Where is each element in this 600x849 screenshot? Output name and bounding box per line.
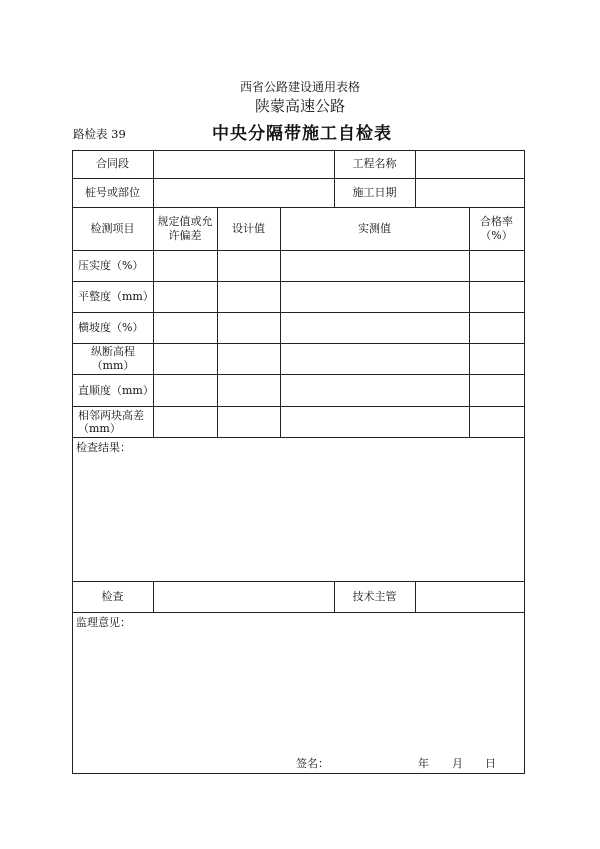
row-label-elevation: 纵断高程（mm）	[91, 344, 135, 372]
inspector-field[interactable]	[153, 581, 334, 612]
construction-date-label: 施工日期	[352, 185, 397, 199]
project-name-label: 工程名称	[352, 157, 397, 170]
row-label-compaction: 压实度（%）	[78, 259, 144, 272]
contract-section-field[interactable]	[153, 150, 334, 178]
signature-day: 日	[485, 757, 496, 770]
column-header-item: 检测项目	[90, 221, 135, 235]
supervisor-opinion-field[interactable]	[74, 631, 522, 751]
project-name-field[interactable]	[415, 150, 524, 178]
contract-section-label: 合同段	[96, 157, 129, 170]
construction-date-field[interactable]	[415, 178, 524, 207]
column-header-tolerance: 规定值或允许偏差	[157, 214, 213, 242]
supervisor-opinion-label: 监理意见：	[76, 616, 131, 629]
station-field[interactable]	[153, 178, 334, 207]
column-header-pass-rate: 合格率（%）	[480, 214, 513, 242]
signature-month: 月	[452, 757, 463, 770]
inspector-label: 检查	[101, 589, 124, 603]
project-title: 陕蒙高速公路	[254, 97, 345, 115]
page-title: 中央分隔带施工自检表	[212, 124, 392, 144]
form-series-title: 西省公路建设通用表格	[239, 80, 360, 94]
signature-year: 年	[418, 757, 429, 770]
row-label-straightness: 直顺度（mm）	[78, 383, 154, 397]
check-result-field[interactable]	[74, 456, 522, 578]
column-header-design: 设计值	[232, 221, 265, 235]
station-label: 桩号或部位	[85, 185, 140, 199]
technical-head-label: 技术主管	[352, 589, 397, 603]
column-header-measured: 实测值	[358, 221, 391, 235]
row-label-flatness: 平整度（mm）	[78, 290, 154, 303]
signature-label: 签名：	[296, 757, 329, 770]
row-label-cross-slope: 横坡度（%）	[78, 321, 144, 334]
check-result-label: 检查结果：	[76, 441, 131, 454]
row-label-adjacent-height-diff: 相邻两块高差（mm）	[78, 408, 144, 435]
form-number: 路检表 39	[73, 127, 126, 141]
technical-head-field[interactable]	[415, 581, 524, 612]
